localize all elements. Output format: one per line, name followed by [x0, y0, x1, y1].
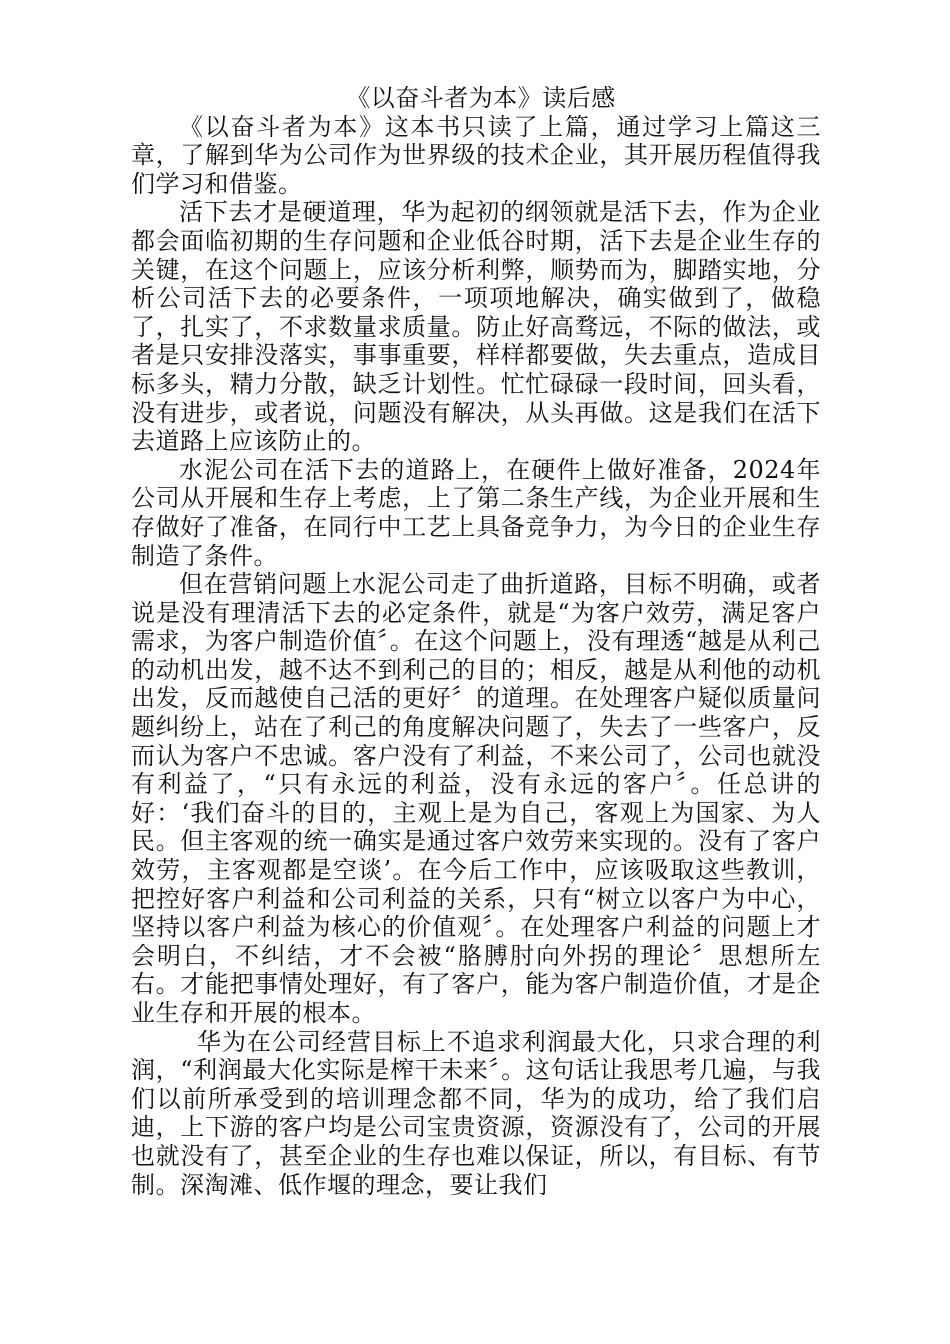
paragraph-marketing: 但在营销问题上水泥公司走了曲折道路，目标不明确，或者说是没有理清活下去的必定条件，就是“为客户效劳，满足客户需求，为客户制造价值〞。在这个问题上，没有理透“越是从利己的动机出发，越不达不到利己的目的；相反，越是从利他的动机出发，反而越使自己活的更好〞的道理。在处理客户疑似质量问题纠纷上，站在了利己的角度解决问题了，失去了一些客户，反而认为客户不忠诚。客户没有了利益，不来公司了，公司也就没有利益了，“只有永远的利益，没有永远的客户〞。任总讲的好：‘我们奋斗的目的，主观上是为自己，客观上为国家、为人民。但主客观的统一确实是通过客户效劳来实现的。没有了客户效劳，主客观都是空谈’。在今后工作中，应该吸取这些教训，把控好客户利益和公司利益的关系，只有“树立以客户为中心，坚持以客户利益为核心的价值观〞。在处理客户利益的问题上才会明白，不纠结，才不会被“胳膊肘向外拐的理论〞思想所左右。才能把事情处理好，有了客户，能为客户制造价值，才是企业生存和开展的根本。 [131, 570, 821, 1027]
paragraph-cement-company: 水泥公司在活下去的道路上，在硬件上做好准备，2024年公司从开展和生存上考虑，上了第二条生产线，为企业开展和生存做好了准备，在同行中工艺上具备竞争力，为今日的企业生存制造了条件。 [131, 455, 821, 570]
document-body [131, 84, 821, 1199]
paragraph-survival: 活下去才是硬道理，华为起初的纲领就是活下去，作为企业都会面临初期的生存问题和企业低谷时期，活下去是企业生存的关键，在这个问题上，应该分析利弊，顺势而为，脚踏实地，分析公司活下去的必要条件，一项项地解决，确实做到了，做稳了，扎实了，不求数量求质量。防止好高骛远，不际的做法，或者是只安排没落实，事事重要，样样都要做，失去重点，造成目标多头，精力分散，缺乏计划性。忙忙碌碌一段时间，回头看，没有进步，或者说，问题没有解决，从头再做。这是我们在活下去道路上应该防止的。 [131, 198, 821, 456]
paragraph-profit: 华为在公司经营目标上不追求利润最大化，只求合理的利润，“利润最大化实际是榨干未来〞。这句话让我思考几遍，与我们以前所承受到的培训理念都不同，华为的成功，给了我们启迪，上下游的客户均是公司宝贵资源，资源没有了，公司的开展也就没有了，甚至企业的生存也难以保证，所以，有目标、有节制。深淘滩、低作堰的理念，要让我们 [131, 1027, 821, 1199]
paragraph-intro: 《以奋斗者为本》这本书只读了上篇，通过学习上篇这三章，了解到华为公司作为世界级的技术企业，其开展历程值得我们学习和借鉴。 [131, 112, 821, 198]
document-title: 《以奋斗者为本》读后感 [346, 84, 616, 112]
